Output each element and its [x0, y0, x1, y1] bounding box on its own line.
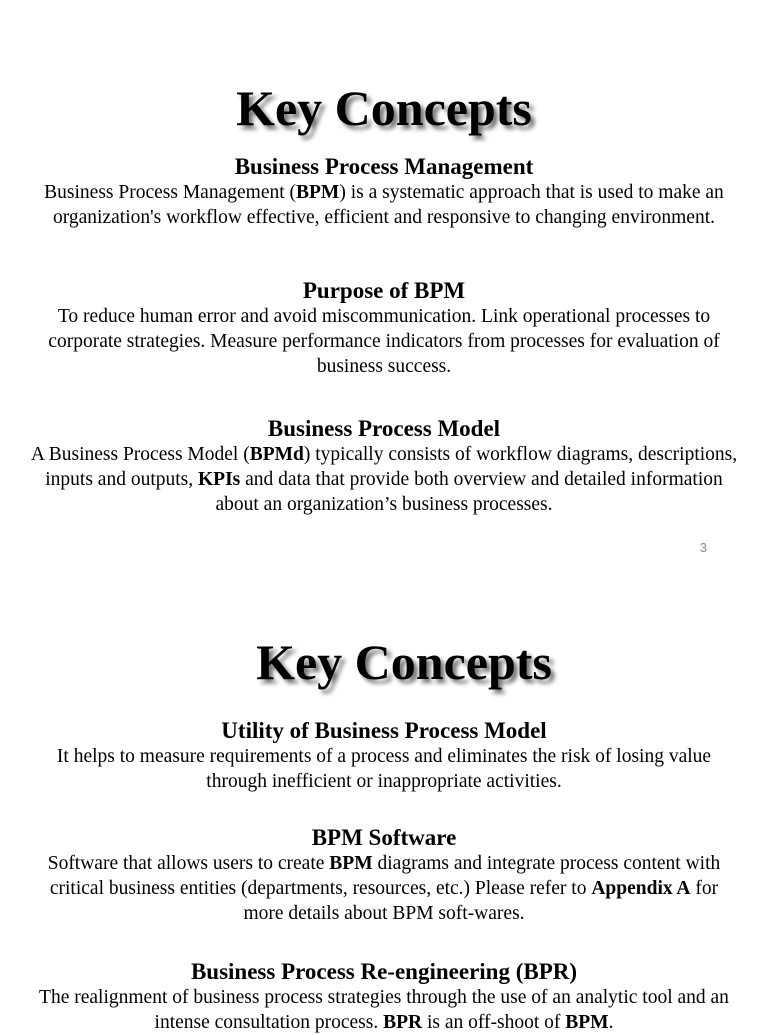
text-run: and data that provide both overview and detailed information about an organization’s business processes.: [215, 469, 723, 515]
section-heading: Business Process Re-engineering (BPR): [190, 959, 578, 984]
section-body: [30, 744, 738, 794]
text-run: for more details about BPM soft-wares.: [243, 878, 719, 924]
section-heading: Business Process Model: [267, 416, 501, 441]
text-run: ) typically consists of workflow diagrams, descriptions, inputs and outputs,: [45, 444, 738, 490]
text-run: Business Process Management (: [44, 182, 297, 203]
slide-title: Key Concepts: [256, 634, 552, 690]
bold-term: BPMd: [249, 444, 304, 465]
text-run: To reduce human error and avoid miscommunication. Link operational processes to corporate strategies. Measure performance indicators from processes for evaluation of business success.: [48, 306, 720, 377]
section-purpose-of-bpm: [30, 277, 738, 379]
section-body: [30, 851, 738, 926]
text-run: A Business Process Model (: [30, 444, 250, 465]
section-utility-of-business-process-model: [30, 717, 738, 794]
text-run: It helps to measure requirements of a process and eliminates the risk of losing value through inefficient or inappropriate activities.: [56, 746, 712, 792]
section-body: [30, 304, 738, 379]
text-run: Software that allows users to create: [47, 853, 330, 874]
section-heading: Utility of Business Process Model: [221, 718, 547, 743]
slide-title: Key Concepts: [236, 80, 532, 136]
section-body: [30, 985, 738, 1035]
slide-2: [0, 575, 768, 1033]
section-heading: BPM Software: [311, 825, 457, 850]
section-bpm-software: [30, 824, 738, 926]
section-body: [30, 180, 738, 230]
text-run: ) is a systematic approach that is used to make an organization's workflow effective, efficient and responsive to changing environment.: [53, 182, 724, 228]
section-business-process-management: [30, 153, 738, 230]
section-heading: Purpose of BPM: [302, 278, 466, 303]
section-business-process-re-engineering: [30, 958, 738, 1035]
section-business-process-model: [30, 415, 738, 517]
text-run: The realignment of business process strategies through the use of an analytic tool and an intense consultation process.: [39, 987, 729, 1033]
bold-term: BPM: [329, 853, 373, 874]
section-body: [30, 442, 738, 517]
bold-term: BPM: [296, 182, 340, 203]
bold-term: KPIs: [198, 469, 241, 490]
bold-term: Appendix A: [591, 878, 691, 899]
text-run: is an off-shoot of: [422, 1012, 566, 1033]
bold-term: BPM: [565, 1012, 609, 1033]
section-heading: Business Process Management: [234, 154, 534, 179]
page-number: 3: [699, 540, 707, 555]
text-run: .: [608, 1012, 614, 1033]
bold-term: BPR: [383, 1012, 423, 1033]
text-run: diagrams and integrate process content with critical business entities (departments, resources, etc.) Please refer to: [49, 853, 721, 899]
